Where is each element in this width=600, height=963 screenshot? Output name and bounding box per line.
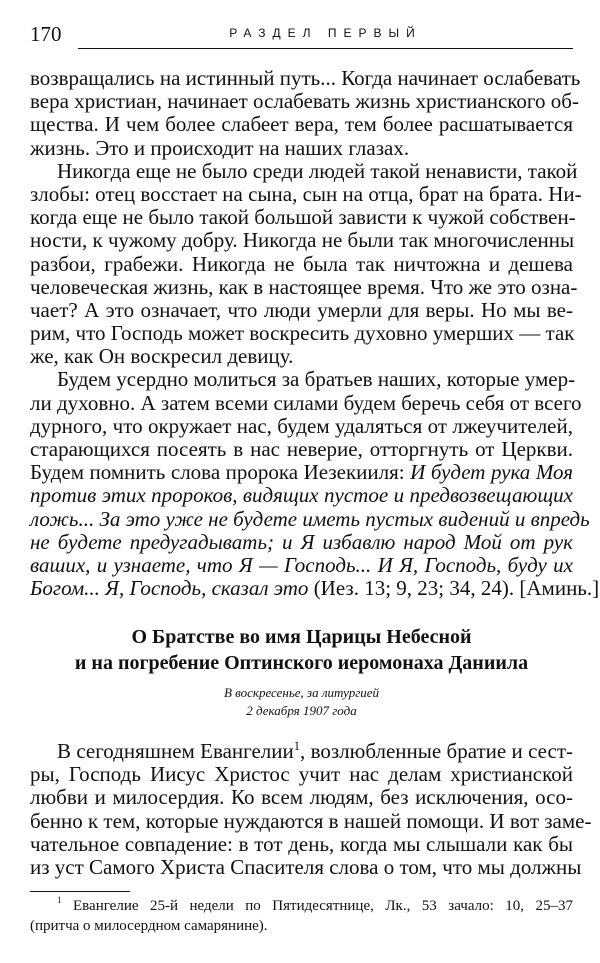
quote-segment: Богом... Я, Господь, сказал это <box>30 576 309 601</box>
text-line <box>30 461 573 484</box>
running-title: РАЗДЕЛ ПЕРВЫЙ <box>229 26 422 40</box>
text-line: Никогда еще не было среди людей такой ненависти, такой <box>57 158 578 183</box>
text-line: любви и милосердия. Ко всем людям, без исключения, осо- <box>30 785 573 810</box>
subtitle-date: 2 декабря 1907 года <box>246 703 357 718</box>
section-subtitle <box>30 684 573 720</box>
text-segment: Будем помнить слова пророка Иезекииля: <box>30 460 411 485</box>
text-line: дурного, что окружает нас, будем удаляться от лжеучителей, <box>30 413 573 438</box>
citation: (Иез. 13; 9, 23; 34, 24). [Аминь.] <box>308 576 600 601</box>
text-line: ности, к чужому добру. Никогда не были так многочисленны <box>30 228 575 253</box>
section-title <box>30 624 573 676</box>
footnote-mark: 1 <box>57 895 62 905</box>
text-line: разбои, грабежи. Никогда не была так ничтожна и дешева <box>30 251 573 276</box>
text-line: бенно к тем, которые нуждаются в нашей помощи. И вот заме- <box>30 808 592 833</box>
text-line: злобы: отец восстает на сына, сын на отца, брат на брата. Ни- <box>30 181 582 206</box>
text-line <box>30 740 573 763</box>
page-number: 170 <box>30 22 62 46</box>
text-line: человеческая жизнь, как в настоящее время. Что же это озна- <box>30 274 578 299</box>
text-line: жизнь. Это и происходит на наших глазах. <box>30 135 410 160</box>
text-line: возвращались на истинный путь... Когда начинает ослабевать <box>30 66 581 90</box>
quote-line: ложь... За это уже не будете иметь пустых видений и впредь <box>30 506 590 531</box>
footnote <box>30 896 573 936</box>
quote-line: не будете предугадывать; и Я избавлю народ Мой от рук <box>30 529 573 554</box>
quote-line: ваших, и узнаете, что Я — Господь... И Я, Господь, буду их <box>30 552 573 577</box>
text-segment: В сегодняшнем Евангелии <box>57 739 294 763</box>
text-line: ли духовно. А затем всеми силами будем беречь себя от всего <box>30 390 582 415</box>
footnote-rule <box>30 891 130 892</box>
text-line: когда еще не было такой большой зависти к чужой собствен- <box>30 205 576 230</box>
header-rule <box>78 48 573 49</box>
text-line: чает? А это означает, что люди умерли для веры. Но мы ве- <box>30 297 573 322</box>
quote-line: против этих пророков, видящих пустое и предвозвещающих <box>30 483 573 508</box>
footnote-line: (притча о милосердном самарянине). <box>30 918 268 934</box>
text-line: из уст Самого Христа Спасителя слова о том, что мы должны <box>30 854 582 879</box>
footnote-ref: 1 <box>293 739 301 753</box>
text-line: чательное совпадение: в тот день, когда мы слышали как бы <box>30 831 573 856</box>
text-line: рим, что Господь может воскресить духовно умерших — так <box>30 321 575 346</box>
footnote-text: Евангелие 25-й недели по Пятидесятнице, Лк., 53 зачало: 10, 25–37 <box>61 898 573 914</box>
text-line: ры, Господь Иисус Христос учит нас делам христианской <box>30 762 573 787</box>
section-title-line: и на погребение Оптинского иеромонаха Даниила <box>74 652 529 674</box>
text-line: старающихся посеять в нас неверие, отторгнуть от Церкви. <box>30 437 573 461</box>
subtitle-line: В воскресенье, за литургией <box>223 685 380 700</box>
text-line: щества. И чем более слабеет вера, тем более расшатывается <box>30 112 573 137</box>
text-segment: , возлюбленные братие и сест- <box>300 739 573 763</box>
text-line: вера христиан, начинает ослабевать жизнь христианского об- <box>30 89 579 114</box>
body-text <box>30 66 600 601</box>
footnote-line <box>30 896 573 916</box>
text-line <box>30 576 600 601</box>
text-line: же, как Он воскресил девицу. <box>30 344 294 369</box>
quote-segment: И будет рука Моя <box>410 460 573 485</box>
text-line: Будем усердно молиться за братьев наших, которые умер- <box>57 367 576 392</box>
section-title-line: О Братстве во имя Царицы Небесной <box>131 626 472 648</box>
body-text-section <box>30 739 592 879</box>
